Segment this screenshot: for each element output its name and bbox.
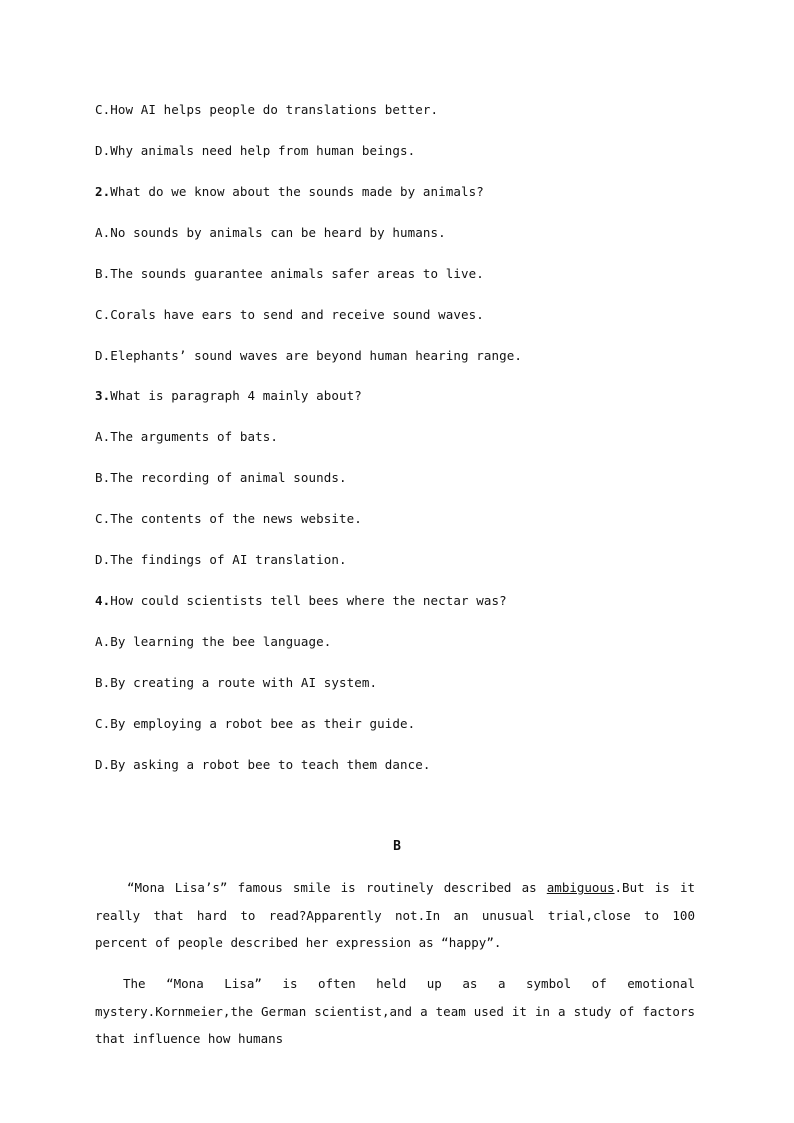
paragraph-1-text-before: “Mona Lisa’s” famous smile is routinely described as: [127, 880, 547, 895]
question-2-number: 2.: [95, 184, 111, 199]
q4-option-d: D.By asking a robot bee to teach them dance.: [95, 757, 431, 772]
q3-option-c: C.The contents of the news website.: [95, 511, 362, 526]
q4-option-b: B.By creating a route with AI system.: [95, 675, 378, 690]
question-3-stem: What is paragraph 4 mainly about?: [110, 388, 362, 403]
paragraph-2-text: The “Mona Lisa” is often held up as a symbol of emotional mystery.Kornmeier,the German scientist,and a team used it in a study of factors that influence how humans: [95, 976, 695, 1046]
question-4-stem: How could scientists tell bees where the nectar was?: [110, 593, 507, 608]
question-3: [95, 388, 362, 404]
q4-option-a: A.By learning the bee language.: [95, 634, 332, 649]
q3-option-a: A.The arguments of bats.: [95, 429, 279, 444]
underlined-word: ambiguous: [546, 880, 615, 895]
paragraph-1-text-after: .But is it really that hard to read?Apparently not.In an unusual trial,close to 100 percent of people described her expression as “happy”.: [95, 880, 696, 950]
q2-option-d: D.Elephants’ sound waves are beyond human hearing range.: [95, 348, 523, 363]
question-4-number: 4.: [95, 593, 111, 608]
passage-paragraph-2: [95, 970, 695, 1053]
question-4: [95, 593, 507, 609]
question-2: [95, 184, 484, 200]
q3-option-d: D.The findings of AI translation.: [95, 552, 347, 567]
question-3-number: 3.: [95, 388, 111, 403]
passage-paragraph-1: [95, 874, 695, 957]
q2-option-b: B.The sounds guarantee animals safer areas to live.: [95, 266, 484, 281]
section-b-title: B: [393, 839, 401, 854]
question-2-stem: What do we know about the sounds made by animals?: [110, 184, 484, 199]
q1-option-c: C.How AI helps people do translations better.: [95, 102, 439, 117]
q3-option-b: B.The recording of animal sounds.: [95, 470, 347, 485]
q2-option-c: C.Corals have ears to send and receive sound waves.: [95, 307, 484, 322]
q2-option-a: A.No sounds by animals can be heard by humans.: [95, 225, 446, 240]
q4-option-c: C.By employing a robot bee as their guide.: [95, 716, 416, 731]
q1-option-d: D.Why animals need help from human beings.: [95, 143, 416, 158]
